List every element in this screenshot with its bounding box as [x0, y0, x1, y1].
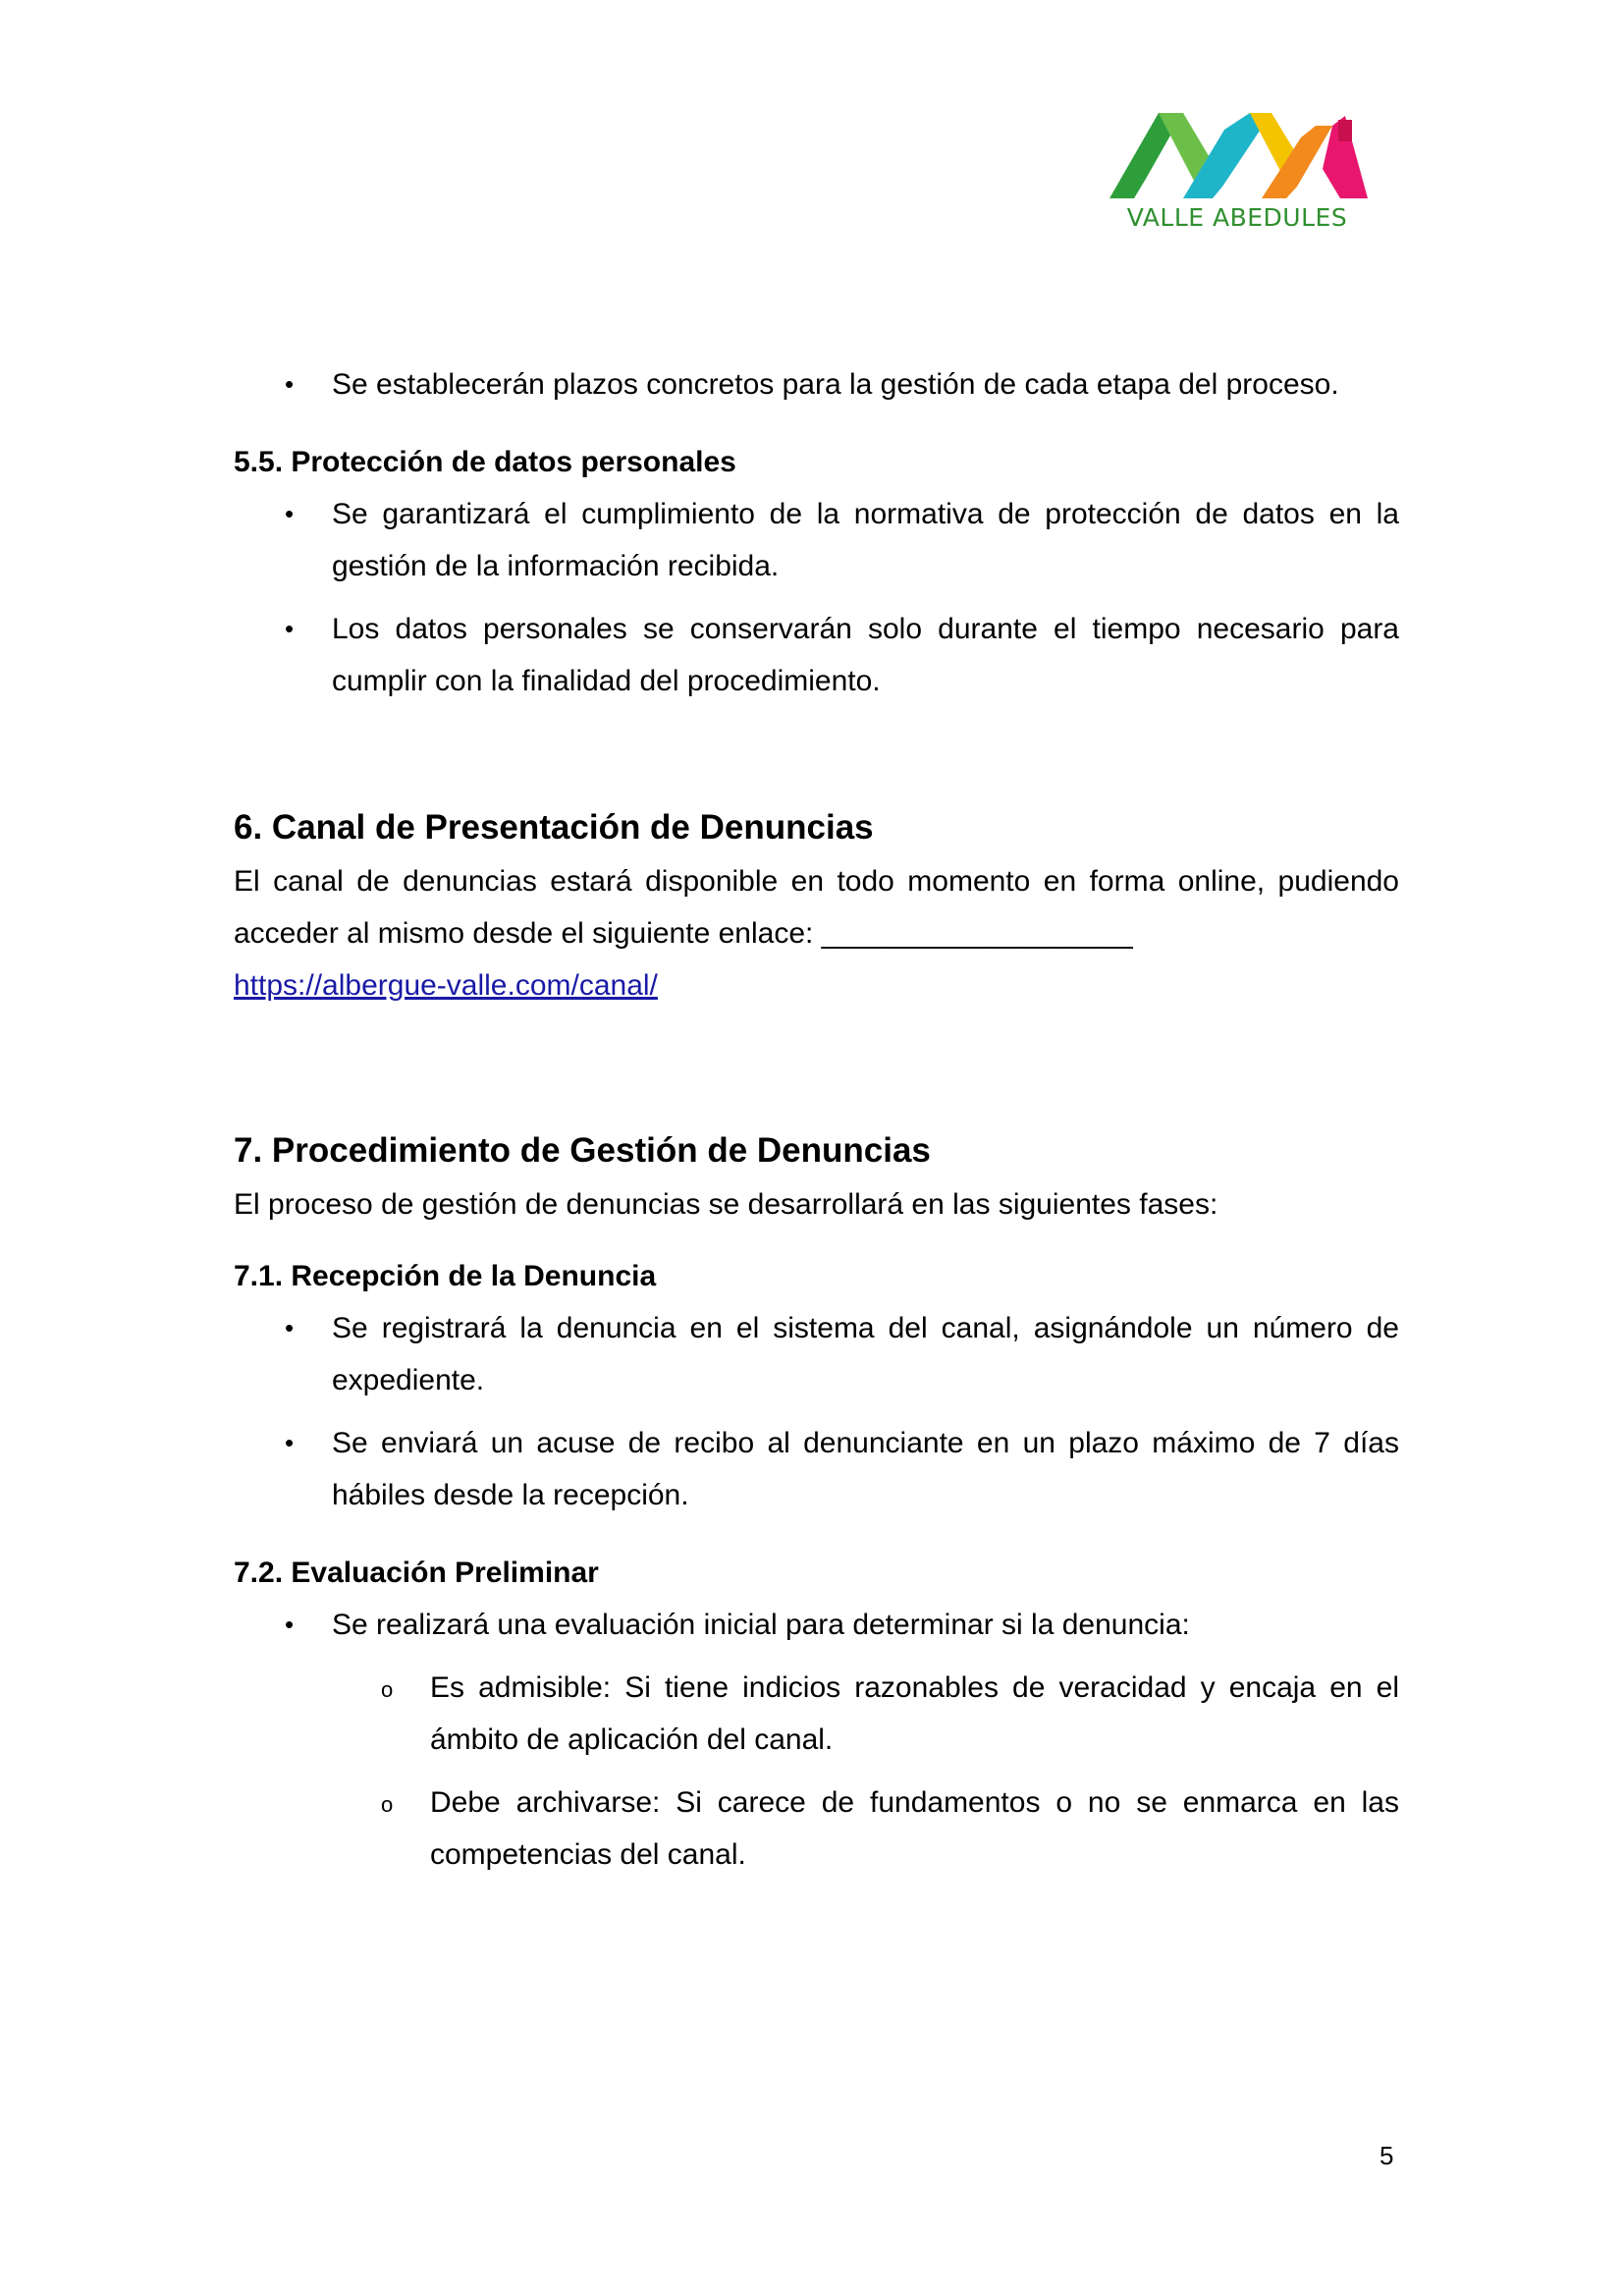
bullet-icon: • [285, 499, 295, 528]
canal-link[interactable]: https://albergue-valle.com/canal/ [234, 969, 658, 1002]
company-logo [1105, 108, 1370, 236]
section-7-2-sublist [332, 1662, 1399, 1881]
section-7-heading: 7. Procedimiento de Gestión de Denuncias [234, 1131, 931, 1170]
section-7-paragraph: El proceso de gestión de denuncias se desarrollará en las siguientes fases: [234, 1188, 1218, 1221]
section-6-heading: 6. Canal de Presentación de Denuncias [234, 808, 874, 847]
section-5-5-heading: 5.5. Protección de datos personales [234, 446, 736, 478]
sublist-item: o Es admisible: Si tiene indicios razonables de veracidad y encaja en el ámbito de aplicación del canal. [332, 1662, 1399, 1766]
section-7-1-heading: 7.1. Recepción de la Denuncia [234, 1260, 657, 1292]
logo-text: VALLE ABEDULES [1126, 203, 1348, 232]
bullet-icon: • [285, 1313, 295, 1342]
page-number: 5 [1380, 2141, 1394, 2170]
list-item: • Se realizará una evaluación inicial para determinar si la denuncia: o Es admisible: Si tiene indicios razonables de veracidad y encaja en el ámbito de aplicación del canal. o Debe archivarse: Si carece de fundamentos o no se enmarca en las competencias del canal. [234, 1599, 1399, 1881]
circle-bullet-icon: o [381, 1792, 394, 1817]
list-item: • Los datos personales se conservarán solo durante el tiempo necesario para cumplir con la finalidad del procedimiento. [234, 603, 1399, 707]
list-item: • Se registrará la denuncia en el sistema del canal, asignándole un número de expediente. [234, 1302, 1399, 1406]
bullet-icon: • [285, 614, 295, 643]
list-item: • Se establecerán plazos concretos para la gestión de cada etapa del proceso. [234, 358, 1399, 410]
section-7-1-bullet-list [234, 1302, 1399, 1521]
logo-roofs-graphic [1105, 108, 1370, 206]
sublist-item: o Debe archivarse: Si carece de fundamentos o no se enmarca en las competencias del canal. [332, 1777, 1399, 1881]
bullet-icon: • [285, 1610, 295, 1639]
circle-bullet-icon: o [381, 1677, 394, 1702]
list-item: • Se enviará un acuse de recibo al denunciante en un plazo máximo de 7 días hábiles desde la recepción. [234, 1417, 1399, 1521]
section-6-paragraph: El canal de denuncias estará disponible en todo momento en forma online, pudiendo acceder al mismo desde el siguiente enlace: ___________________ https://albergue-valle.com/canal/ [234, 865, 1399, 1002]
section-5-5-bullet-list [234, 488, 1399, 707]
section-7-2-heading: 7.2. Evaluación Preliminar [234, 1557, 599, 1589]
document-body [234, 358, 1399, 1891]
bullet-icon: • [285, 1428, 295, 1457]
bullet-icon: • [285, 369, 295, 399]
section-7-2-bullet-list [234, 1599, 1399, 1881]
list-item: • Se garantizará el cumplimiento de la normativa de protección de datos en la gestión de la información recibida. [234, 488, 1399, 592]
intro-bullet-list [234, 358, 1399, 410]
